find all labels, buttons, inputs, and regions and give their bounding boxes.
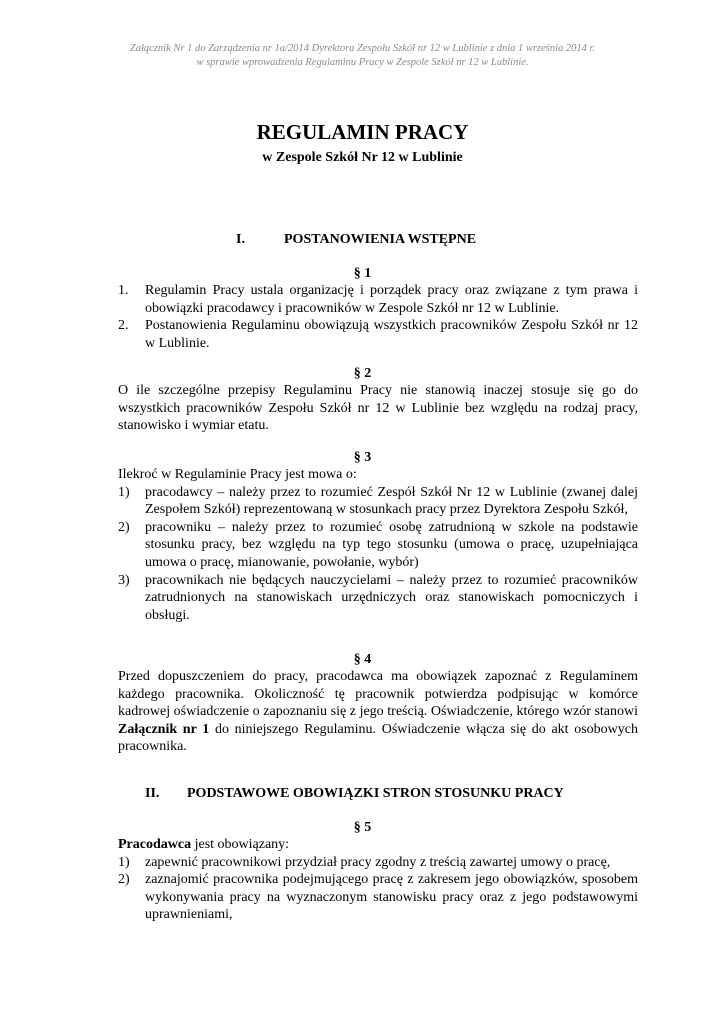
list-item-text: Regulamin Pracy ustala organizację i porządek pracy oraz związane z tym prawa i obowiązki pracodawcy i pracowników w Zespole Szkół nr 12 w Lublinie. bbox=[145, 283, 638, 316]
paragraph-4-text-after: do niniejszego Regulaminu. Oświadczenie włącza się do akt osobowych pracownika. bbox=[118, 721, 639, 755]
paragraph-5-intro-bold: Pracodawca bbox=[118, 837, 192, 852]
section-1-title: POSTANOWIENIA WSTĘPNE bbox=[284, 232, 477, 247]
paragraph-5-heading: § 5 bbox=[353, 820, 372, 835]
list-item-text: Postanowienia Regulaminu obowiązują wszystkich pracowników Zespołu Szkół nr 12 w Lublinie. bbox=[145, 318, 638, 351]
document-subtitle: w Zespole Szkół Nr 12 w Lublinie bbox=[262, 150, 463, 165]
section-2-title: PODSTAWOWE OBOWIĄZKI STRON STOSUNKU PRACY bbox=[187, 786, 564, 801]
paragraph-4-text bbox=[118, 668, 638, 756]
paragraph-2-text: O ile szczególne przepisy Regulaminu Pracy nie stanowią inaczej stosuje się go do wszystkich pracowników Zespołu Szkół nr 12 w Lublinie bez względu na rodzaj pracy, stanowisko i wymiar etatu. bbox=[118, 383, 638, 434]
paragraph-1-body bbox=[118, 282, 638, 352]
list-item-text: zapewnić pracownikowi przydział pracy zgodny z treścią zawartej umowy o pracę, bbox=[145, 854, 611, 870]
paragraph-5-intro-rest: jest obowiązany: bbox=[194, 837, 290, 852]
list-item-number: 2) bbox=[118, 872, 130, 888]
list-item bbox=[118, 871, 638, 924]
list-item bbox=[118, 317, 638, 352]
list-item bbox=[118, 484, 638, 519]
paragraph-4-text-before: Przed dopuszczeniem do pracy, pracodawca ma obowiązek zapoznać z Regulaminem każdego pracownika. Okoliczność tę pracownik potwierdza podpisując w komórce kadrowej oświadczenie o zapoznaniu się z jego treścią. Oświadczenie, którego wzór stanowi bbox=[118, 669, 638, 720]
list-item-text: pracowniku – należy przez to rozumieć osobę zatrudnioną w szkole na podstawie stosunku pracy, bez względu na typ tego stosunku (umowa o pracę, uzupełniająca umowa o pracę, mianowanie, powołanie, wybór) bbox=[145, 519, 638, 570]
paragraph-5-body bbox=[118, 836, 638, 924]
paragraph-2-heading: § 2 bbox=[353, 366, 372, 381]
paragraph-3-heading: § 3 bbox=[353, 450, 372, 465]
list-item-number: 1. bbox=[118, 283, 129, 298]
paragraph-4-heading: § 4 bbox=[353, 652, 372, 667]
list-item bbox=[118, 519, 638, 572]
section-2-number: II. bbox=[145, 786, 160, 801]
list-item-text: pracodawcy – należy przez to rozumieć Zespół Szkół Nr 12 w Lublinie (zwanej dalej Zespołem Szkół) reprezentowaną w stosunkach pracy przez Dyrektora Zespołu Szkół, bbox=[145, 484, 638, 518]
list-item-text: zaznajomić pracownika podejmującego pracę z zakresem jego obowiązków, sposobem wykonywania pracy na wyznaczonym stanowisku pracy oraz z jego podstawowymi uprawnieniami, bbox=[145, 872, 638, 923]
list-item-number: 1) bbox=[118, 484, 130, 500]
list-item-number: 2. bbox=[118, 318, 129, 334]
list-item-number: 1) bbox=[118, 854, 130, 870]
list-item-number: 3) bbox=[118, 572, 130, 588]
list-item bbox=[118, 572, 638, 625]
list-item-text: pracownikach nie będących nauczycielami – należy przez to rozumieć pracowników zatrudnionych na stanowiskach urzędniczych oraz stanowiskach pomocniczych i obsługi. bbox=[145, 572, 638, 623]
document-title: REGULAMIN PRACY bbox=[256, 120, 469, 144]
paragraph-1-heading: § 1 bbox=[353, 266, 372, 281]
attachment-note-line2: w sprawie wprowadzenia Regulaminu Pracy w Zespole Szkół nr 12 w Lublinie. bbox=[196, 57, 529, 68]
attachment-reference: Załącznik nr 1 bbox=[118, 721, 210, 737]
list-item bbox=[118, 282, 638, 317]
list-item bbox=[118, 854, 638, 872]
attachment-note bbox=[30, 42, 695, 70]
paragraph-3-intro: Ilekroć w Regulaminie Pracy jest mowa o: bbox=[118, 467, 357, 482]
paragraph-5-intro bbox=[118, 836, 638, 854]
section-1-heading bbox=[236, 232, 476, 248]
section-1-number: I. bbox=[236, 232, 245, 247]
list-item-number: 2) bbox=[118, 519, 130, 535]
paragraph-3-body bbox=[118, 466, 638, 624]
attachment-note-line1: Załącznik Nr 1 do Zarządzenia nr 1a/2014 Dyrektora Zespołu Szkół nr 12 w Lublinie z dnia 1 września 2014 r. bbox=[129, 43, 596, 54]
section-2-heading bbox=[145, 786, 564, 802]
